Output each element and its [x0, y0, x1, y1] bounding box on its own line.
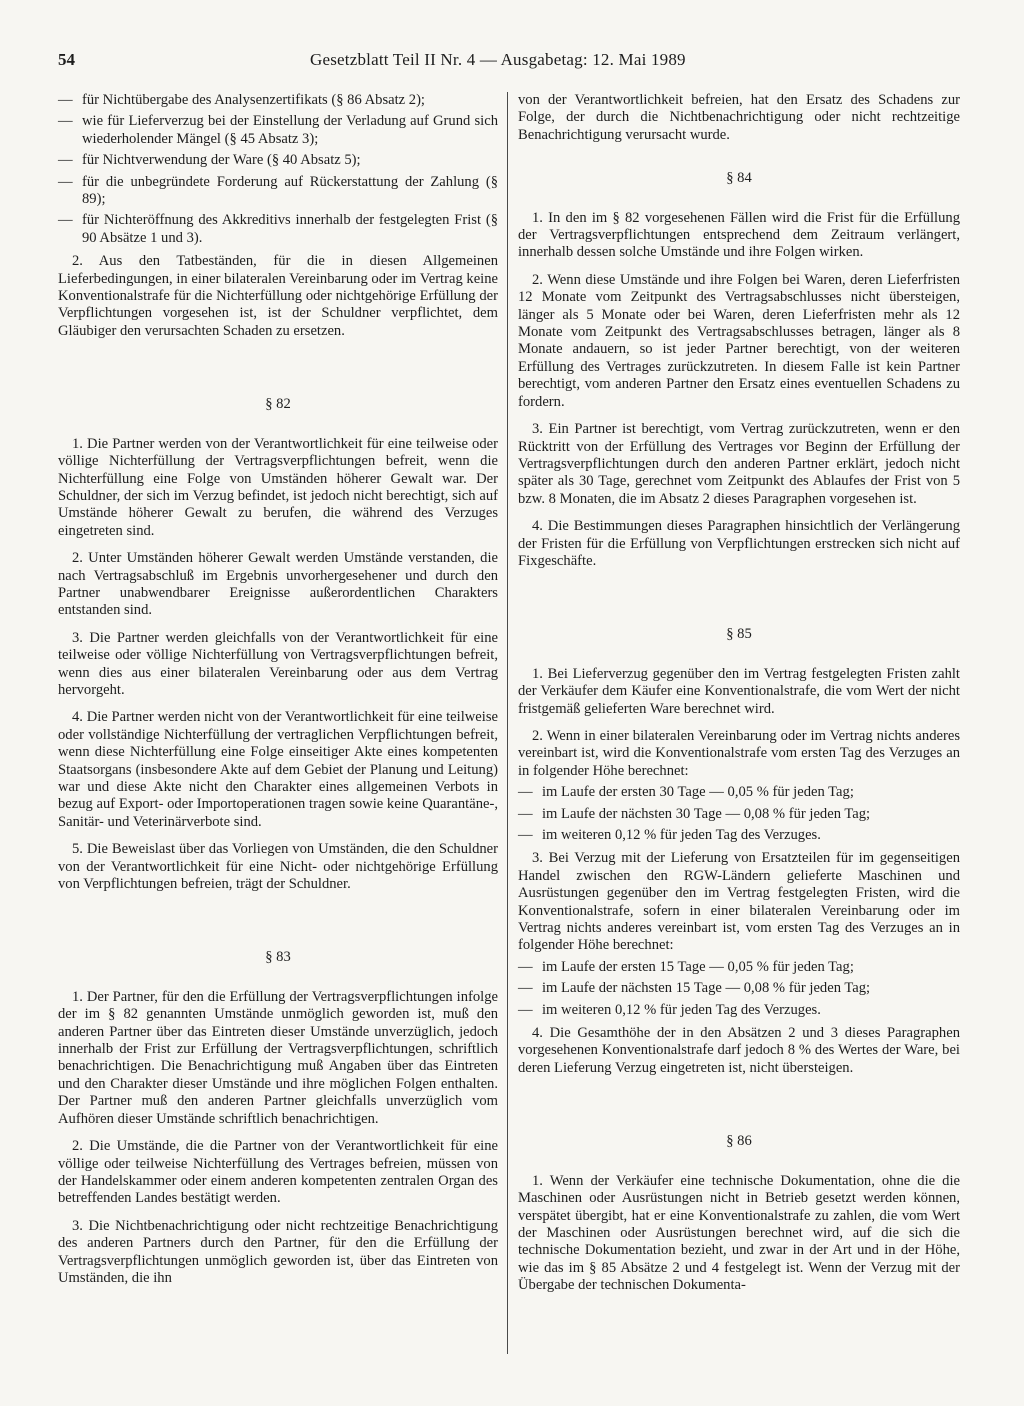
- paragraph: 1. Die Partner werden von der Verantwortlichkeit für eine teilweise oder völlige Nichterfüllung der Vertragsverpflichtungen befreit, wenn die Nichterfüllung eine Folge von Umständen höherer Gewalt war. Der Schuldner, der sich im Verzug befindet, ist jedoch nicht berechtigt, sich auf Umstände höherer Gewalt zu berufen, die während des Verzuges eingetreten sind.: [58, 435, 498, 539]
- list-item: — für Nichteröffnung des Akkreditivs innerhalb der festgelegten Frist (§ 90 Absätze 1 und 3).: [58, 212, 498, 247]
- rate-list: [518, 784, 960, 844]
- paragraph: 1. Wenn der Verkäufer eine technische Dokumentation, ohne die die Maschinen oder Ausrüstungen nicht in Betrieb gesetzt werden können, verspätet übergibt, hat er eine Konventionalstrafe zu zahlen, die vom Wert der Maschinen oder Ausrüstungen berechnet wird, auf die sich die technische Dokumentation bezieht, und zwar in der Art und in der Höhe, wie das im § 85 Absätze 2 und 4 festgelegt ist. Wenn der Verzug mit der Übergabe der technischen Dokumenta-: [518, 1172, 960, 1294]
- paragraph: 2. Wenn diese Umstände und ihre Folgen bei Waren, deren Lieferfristen 12 Monate vom Zeitpunkt des Vertragsabschlusses nicht übersteigen, länger als 5 Monate oder bei Waren, deren Lieferfristen mehr als 12 Monate vom Zeitpunkt des Vertragsabschlusses betragen, länger als 8 Monate andauern, so ist jeder Partner berechtigt, von der weiteren Erfüllung des Vertrages zurückzutreten. In diesem Falle ist kein Partner berechtigt, vom anderen Partner den Ersatz eines eventuellen Schadens zu fordern.: [518, 271, 960, 410]
- paragraph: 3. Die Nichtbenachrichtigung oder nicht rechtzeitige Benachrichtigung des anderen Partners durch den Partner, für den die Erfüllung der Vertragsverpflichtungen unmöglich geworden ist, über das Eintreten von Umständen, die ihn: [58, 1217, 498, 1286]
- paragraph: 3. Bei Verzug mit der Lieferung von Ersatzteilen für im gegenseitigen Handel zwischen den RGW-Ländern gelieferte Maschinen und Ausrüstungen gegenüber den im Vertrag festgelegten Fristen, wird die Konventionalstrafe, sofern in einer bilateralen Vereinbarung oder im Vertrag nichts anderes vereinbart ist, vom ersten Tag des Verzuges an in folgender Höhe berechnet:: [518, 850, 960, 954]
- paragraph: 2. Aus den Tatbeständen, für die in diesen Allgemeinen Lieferbedingungen, in einer bilateralen Vereinbarung oder im Vertrag keine Konventionalstrafe für die Nichterfüllung oder nichtgehörige Erfüllung der Verpflichtungen vorgesehen ist, ist der Schuldner verpflichtet, dem Gläubiger den verursachten Schaden zu ersetzen.: [58, 253, 498, 339]
- section-heading-83: § 83: [265, 949, 291, 966]
- paragraph: 5. Die Beweislast über das Vorliegen von Umständen, die den Schuldner von der Verantwortlichkeit für eine Nicht- oder nichtgehörige Erfüllung von Verpflichtungen befreien, trägt der Schuldner.: [58, 841, 498, 893]
- paragraph: 2. Unter Umständen höherer Gewalt werden Umstände verstanden, die nach Vertragsabschluß im Ergebnis unvorhergesehener und durch den Partner unabwendbarer Ereignisse außerordentlichen Charakters entstanden sind.: [58, 550, 498, 619]
- list-item: — für die unbegründete Forderung auf Rückerstattung der Zahlung (§ 89);: [58, 174, 498, 209]
- list-item: — im weiteren 0,12 % für jeden Tag des Verzuges.: [518, 1002, 960, 1019]
- paragraph: 4. Die Bestimmungen dieses Paragraphen hinsichtlich der Verlängerung der Fristen für die Erfüllung von Verpflichtungen erstrecken sich nicht auf Fixgeschäfte.: [518, 518, 960, 569]
- list-item: — im Laufe der ersten 15 Tage — 0,05 % für jeden Tag;: [518, 959, 960, 976]
- list-item: — im Laufe der nächsten 30 Tage — 0,08 % für jeden Tag;: [518, 806, 960, 823]
- section-heading-82: § 82: [265, 396, 291, 413]
- paragraph-continued: von der Verantwortlichkeit befreien, hat den Ersatz des Schadens zur Folge, der durch die Nichtbenachrichtigung oder nicht rechtzeitige Benachrichtigung verursacht wurde.: [518, 92, 960, 143]
- section-heading-84: § 84: [726, 170, 752, 187]
- paragraph: 3. Ein Partner ist berechtigt, vom Vertrag zurückzutreten, wenn er den Rücktritt von der Erfüllung des Vertrages vor Beginn der Erfüllung der Vertragsverpflichtungen durch den anderen Partner erklärt, jedoch nicht später als 30 Tage, gerechnet vom Zeitpunkt des Ablaufes der Frist von 5 bzw. 8 Monaten, die im Absatz 2 dieses Paragraphen vorgesehen ist.: [518, 421, 960, 507]
- paragraph: 1. Der Partner, für den die Erfüllung der Vertragsverpflichtungen infolge der im § 82 genannten Umstände unmöglich geworden ist, muß den anderen Partner über das Eintreten dieser Umstände unverzüglich, jedoch innerhalb der Frist zur Erfüllung der Vertragsverpflichtungen, schriftlich benachrichtigen. Die Benachrichtigung muß Angaben über das Eintreten und den Charakter dieser Umstände und ihre möglichen Folgen enthalten. Der Partner muß den anderen Partner gleichfalls unverzüglich vom Aufhören dieser Umstände schriftlich benachrichtigen.: [58, 988, 498, 1127]
- section-heading-85: § 85: [726, 626, 752, 643]
- right-column: [518, 92, 960, 1305]
- rate-list: [518, 959, 960, 1019]
- list-item: — wie für Lieferverzug bei der Einstellung der Verladung auf Grund sich wiederholender Mängel (§ 45 Absatz 3);: [58, 113, 498, 148]
- running-title: Gesetzblatt Teil II Nr. 4 — Ausgabetag: 12. Mai 1989: [310, 50, 686, 69]
- paragraph: 1. In den im § 82 vorgesehenen Fällen wird die Frist für die Erfüllung der Vertragsverpflichtungen entsprechend dem Zeitraum verlängert, innerhalb dessen solche Umstände und ihre Folgen wirken.: [518, 209, 960, 261]
- column-divider: [507, 92, 508, 1354]
- paragraph: 3. Die Partner werden gleichfalls von der Verantwortlichkeit für eine teilweise oder völlige Nichterfüllung von Vertragsverpflichtungen befreit, wenn dies aus einer bilateralen Vereinbarung oder aus dem Vertrag hervorgeht.: [58, 629, 498, 698]
- list-item: — für Nichtverwendung der Ware (§ 40 Absatz 5);: [58, 152, 498, 169]
- paragraph: 4. Die Partner werden nicht von der Verantwortlichkeit für eine teilweise oder vollständige Nichterfüllung der vertraglichen Verpflichtungen befreit, wenn diese Nichterfüllung eine Folge einseitiger Akte eines kompetenten Staatsorgans (insbesondere Akte auf dem Gebiet der Planung und Leitung) war und diese Akte nicht den Charakter eines allgemeinen Verbots in bezug auf Export- oder Importoperationen tragen sowie keine Quarantäne-, Sanitär- und Veterinärverbote sind.: [58, 709, 498, 830]
- list-item: — im weiteren 0,12 % für jeden Tag des Verzuges.: [518, 827, 960, 844]
- paragraph: 1. Bei Lieferverzug gegenüber den im Vertrag festgelegten Fristen zahlt der Verkäufer dem Käufer eine Konventionalstrafe, die vom Wert der nicht fristgemäß gelieferten Ware berechnet wird.: [518, 665, 960, 717]
- penalty-list: [58, 92, 498, 247]
- paragraph: 2. Wenn in einer bilateralen Vereinbarung oder im Vertrag nichts anderes vereinbart ist, wird die Konventionalstrafe vom ersten Tag des Verzuges an in folgender Höhe berechnet:: [518, 727, 960, 779]
- list-item: — im Laufe der ersten 30 Tage — 0,05 % für jeden Tag;: [518, 784, 960, 801]
- left-column: [58, 92, 498, 1297]
- page-number: 54: [58, 50, 75, 69]
- list-item: — für Nichtübergabe des Analysenzertifikats (§ 86 Absatz 2);: [58, 92, 498, 109]
- list-item: — im Laufe der nächsten 15 Tage — 0,08 % für jeden Tag;: [518, 980, 960, 997]
- section-heading-86: § 86: [726, 1133, 752, 1150]
- page-header: [58, 50, 958, 76]
- paragraph: 4. Die Gesamthöhe der in den Absätzen 2 und 3 dieses Paragraphen vorgesehenen Konventionalstrafe darf jedoch 8 % des Wertes der Ware, bei deren Lieferung Verzug eingetreten ist, nicht übersteigen.: [518, 1025, 960, 1076]
- paragraph: 2. Die Umstände, die die Partner von der Verantwortlichkeit für eine völlige oder teilweise Nichterfüllung des Vertrages befreien, müssen von der Handelskammer oder einem anderen kompetenten zentralen Organ des betreffenden Landes bestätigt werden.: [58, 1138, 498, 1207]
